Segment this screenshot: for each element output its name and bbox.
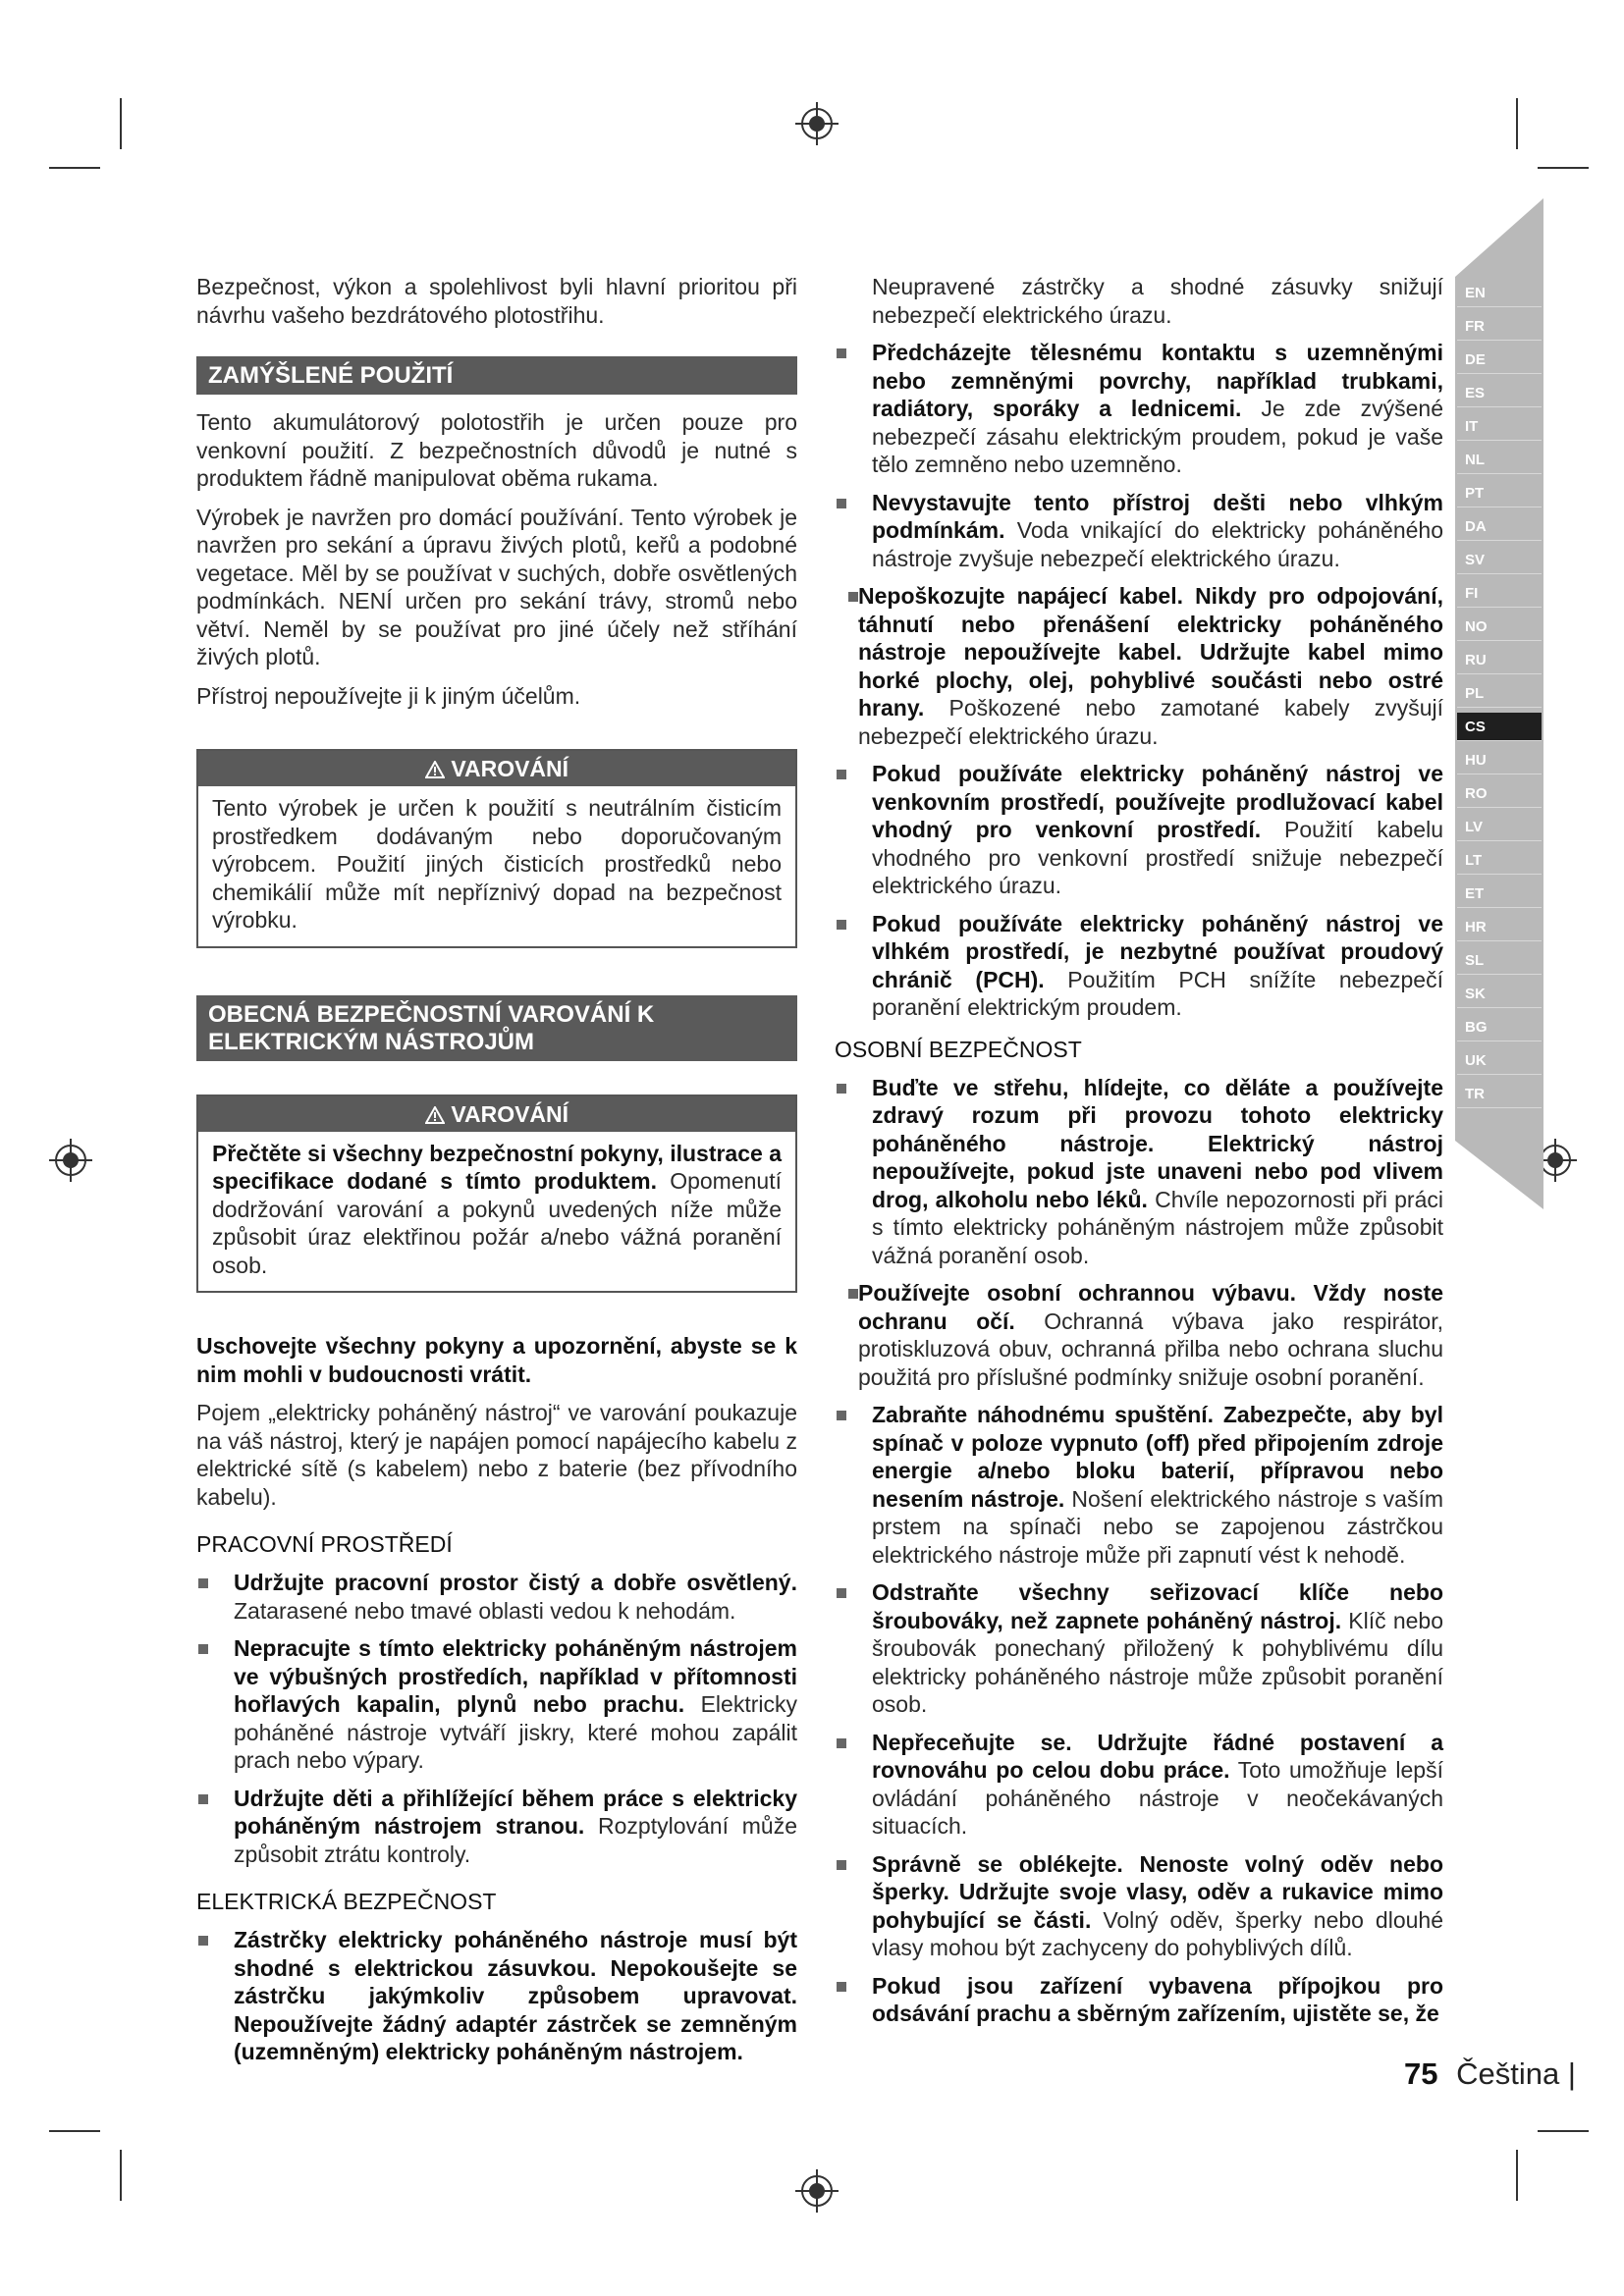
keep-instructions: Uschovejte všechny pokyny a upozornění, abyste se k nim mohli v budoucnosti vrátit. <box>196 1333 797 1387</box>
list-item: Pokud jsou zařízení vybavena přípojkou pro odsávání prachu a sběrným zařízením, ujistěte se, že <box>835 1972 1443 2028</box>
warning-triangle-icon <box>425 761 445 778</box>
list-item: Pokud používáte elektricky poháněný nástroj ve vlhkém prostředí, je nezbytné používat proudový chránič (PCH). Použitím PCH snížíte nebezpečí poranění elektrickým proudem. <box>835 910 1443 1022</box>
language-tab-ru[interactable]: RU <box>1457 646 1542 674</box>
language-tab-tr[interactable]: TR <box>1457 1080 1542 1108</box>
language-tab-no[interactable]: NO <box>1457 613 1542 641</box>
personal-safety-list <box>835 1074 1443 2028</box>
intended-use-p2: Výrobek je navržen pro domácí používání. Tento výrobek je navržen pro sekání a úpravu živých plotů, keřů a podobné vegetace. Měl by se používat v suchých, dobře osvětlených podmínkách. NENÍ určen pro sekání trávy, stromů nebo větví. Neměl by se používat pro jiné účely než stříhání živých plotů. <box>196 504 797 669</box>
electrical-list-continued <box>835 273 1443 329</box>
list-item: Nepřeceňujte se. Udržujte řádné postavení a rovnováhu po celou dobu práce. Toto umožňuje lepší ovládání poháněného nástroje v neočekávaných situacích. <box>835 1729 1443 1841</box>
personal-safety-heading: OSOBNÍ BEZPEČNOST <box>835 1036 1082 1062</box>
warning-box-1 <box>196 749 797 948</box>
registration-mark-icon <box>795 2169 839 2213</box>
warning-paragraph: Přečtěte si všechny bezpečnostní pokyny, ilustrace a specifikace dodané s tímto produktem. Opomenutí dodržování varování a pokynů uvedených níže může způsobit úraz elektřinou požár a/nebo vážná poranění osob. <box>212 1140 782 1278</box>
language-tab-hr[interactable]: HR <box>1457 913 1542 941</box>
crop-mark <box>1516 98 1518 149</box>
warning-title: VAROVÁNÍ <box>198 1096 795 1132</box>
language-tab-hu[interactable]: HU <box>1457 746 1542 774</box>
list-item: Pokud používáte elektricky poháněný nástroj ve venkovním prostředí, používejte prodlužovací kabel vhodný pro venkovní prostředí. Použití kabelu vhodného pro venkovní prostředí snižuje nebezpečí elektrického úrazu. <box>835 760 1443 900</box>
list-item: Udržujte děti a přihlížející během práce s elektricky poháněným nástrojem stranou. Rozptylování může způsobit ztrátu kontroly. <box>196 1785 797 1869</box>
registration-mark-icon <box>795 102 839 145</box>
work-area-heading: PRACOVNÍ PROSTŘEDÍ <box>196 1531 453 1557</box>
crop-mark <box>1538 167 1589 169</box>
left-column <box>196 273 797 2076</box>
list-item-continued: Neupravené zástrčky a shodné zásuvky snižují nebezpečí elektrického úrazu. <box>872 274 1443 328</box>
language-tab-nl[interactable]: NL <box>1457 446 1542 474</box>
warning-text: Tento výrobek je určen k použití s neutrálním čisticím prostředkem dodávaným nebo doporučovaným výrobcem. Použití jiných čisticích prostředků nebo chemikálií může mít nepříznivý dopad na bezpečnost výrobku. <box>212 795 782 933</box>
language-tab-et[interactable]: ET <box>1457 880 1542 908</box>
list-item: Zabraňte náhodnému spuštění. Zabezpečte, aby byl spínač v poloze vypnuto (off) před připojením zdroje energie a/nebo bloku baterií, přípravou nebo nesením nástroje. Nošení elektrického nástroje s vaším prstem na spínači nebo se zapojenou zástrčkou elektrického nástroje může při zapnutí vést k nehodě. <box>835 1401 1443 1569</box>
language-tab-ro[interactable]: RO <box>1457 779 1542 808</box>
crop-mark <box>120 98 122 149</box>
warning-title: VAROVÁNÍ <box>198 751 795 786</box>
list-item: Nepoškozujte napájecí kabel. Nikdy pro odpojování, táhnutí nebo přenášení elektricky poháněného nástroje nepoužívejte kabel. Udržujte kabel mimo horké plochy, olej, pohyblivé součásti nebo ostré hrany. Poškozené nebo zamotané kabely zvyšují nebezpečí elektrického úrazu. <box>835 582 1443 750</box>
list-item: Správně se oblékejte. Nenoste volný oděv nebo šperky. Udržujte svoje vlasy, oděv a rukavice mimo pohybující se části. Volný oděv, šperky nebo dlouhé vlasy mohou být zachyceny do pohyblivých dílů. <box>835 1850 1443 1962</box>
list-item: Udržujte pracovní prostor čistý a dobře osvětlený. Zatarasené nebo tmavé oblasti vedou k nehodám. <box>196 1569 797 1625</box>
warning-box-2 <box>196 1095 797 1294</box>
language-tab-fi[interactable]: FI <box>1457 579 1542 608</box>
list-item: Předcházejte tělesnému kontaktu s uzemněnými nebo zemněnými povrchy, například trubkami, radiátory, sporáky a lednicemi. Je zde zvýšené nebezpečí zásahu elektrickým proudem, pokud je vaše tělo zemněno nebo uzemněno. <box>835 339 1443 479</box>
list-item: Nepracujte s tímto elektricky poháněným nástrojem ve výbušných prostředích, například v přítomnosti hořlavých kapalin, plynů nebo prachu. Elektricky poháněné nástroje vytváří jiskry, které mohou zapálit prach nebo výpary. <box>196 1634 797 1775</box>
language-tab-uk[interactable]: UK <box>1457 1046 1542 1075</box>
language-tab-da[interactable]: DA <box>1457 512 1542 541</box>
list-item: Zástrčky elektricky poháněného nástroje musí být shodné s elektrickou zásuvkou. Nepokoušejte se zástrčku jakýmkoliv způsobem upravovat. Nepoužívejte žádný adaptér zástrček se zemněným (uzemněným) elektricky poháněným nástrojem. <box>196 1926 797 2066</box>
right-column <box>835 273 1443 2038</box>
language-tab-bg[interactable]: BG <box>1457 1013 1542 1041</box>
warning-triangle-icon <box>425 1106 445 1124</box>
page-number: 75 <box>1404 2056 1438 2091</box>
language-tab-lv[interactable]: LV <box>1457 813 1542 841</box>
language-name: Čeština | <box>1456 2056 1576 2091</box>
language-tab-lt[interactable]: LT <box>1457 846 1542 875</box>
language-tab-cs[interactable]: CS <box>1457 713 1542 741</box>
language-tab-es[interactable]: ES <box>1457 379 1542 407</box>
registration-mark-icon <box>49 1139 92 1182</box>
crop-mark <box>49 2130 100 2132</box>
warning-body <box>198 1132 795 1292</box>
language-tab-sl[interactable]: SL <box>1457 946 1542 975</box>
language-tab-fr[interactable]: FR <box>1457 312 1542 341</box>
intro-text: Bezpečnost, výkon a spolehlivost byli hlavní prioritou při návrhu vašeho bezdrátového plotostřihu. <box>196 274 797 328</box>
electrical-list <box>835 339 1443 1022</box>
intended-use-p3: Přístroj nepoužívejte ji k jiným účelům. <box>196 682 581 709</box>
language-tab-sk[interactable]: SK <box>1457 980 1542 1008</box>
term-definition: Pojem „elektricky poháněný nástroj“ ve varování poukazuje na váš nástroj, který je napájen pomocí napájecího kabelu z elektrické sítě (s kabelem) nebo z baterie (bez přívodního kabelu). <box>196 1400 797 1510</box>
language-tab-en[interactable]: EN <box>1457 279 1542 307</box>
list-item: Odstraňte všechny seřizovací klíče nebo šroubováky, než zapnete poháněný nástroj. Klíč nebo šroubovák ponechaný přiložený k pohyblivému dílu elektricky poháněného nástroje může způsobit poranění osob. <box>835 1578 1443 1719</box>
crop-mark <box>1516 2150 1518 2201</box>
page-footer <box>1404 2056 1576 2092</box>
warning-body <box>198 786 795 946</box>
list-item: Nevystavujte tento přístroj dešti nebo vlhkým podmínkám. Voda vnikající do elektricky poháněného nástroje zvyšuje nebezpečí elektrického úrazu. <box>835 489 1443 573</box>
language-tab-pt[interactable]: PT <box>1457 479 1542 507</box>
electrical-list-start <box>196 1926 797 2066</box>
crop-mark <box>120 2150 122 2201</box>
list-item: Používejte osobní ochrannou výbavu. Vždy noste ochranu očí. Ochranná výbava jako respirátor, protiskluzová obuv, ochranná přilba nebo ochrana sluchu použitá pro příslušné podmínky snižuje osobní poranění. <box>835 1279 1443 1391</box>
work-area-list <box>196 1569 797 1868</box>
list-item: Buďte ve střehu, hlídejte, co děláte a používejte zdravý rozum při provozu tohoto elektricky poháněného nástroje. Elektrický nástroj nepoužívejte, pokud jste unaveni nebo pod vlivem drog, alkoholu nebo léků. Chvíle nepozornosti při práci s tímto elektricky poháněným nástrojem může způsobit vážná poranění osob. <box>835 1074 1443 1270</box>
intended-use-p1: Tento akumulátorový polotostřih je určen pouze pro venkovní použití. Z bezpečnostních důvodů je nutné s produktem řádně manipulovat oběma rukama. <box>196 409 797 491</box>
crop-mark <box>49 167 100 169</box>
intended-use-heading: ZAMÝŠLENÉ POUŽITÍ <box>196 356 797 395</box>
crop-mark <box>1538 2130 1589 2132</box>
general-warnings-heading: OBECNÁ BEZPEČNOSTNÍ VAROVÁNÍ K ELEKTRICKÝM NÁSTROJŮM <box>196 995 797 1061</box>
language-tab-pl[interactable]: PL <box>1457 679 1542 708</box>
electrical-heading: ELEKTRICKÁ BEZPEČNOST <box>196 1889 497 1914</box>
language-tab-de[interactable]: DE <box>1457 346 1542 374</box>
language-tab-sv[interactable]: SV <box>1457 546 1542 574</box>
language-tab-it[interactable]: IT <box>1457 412 1542 441</box>
